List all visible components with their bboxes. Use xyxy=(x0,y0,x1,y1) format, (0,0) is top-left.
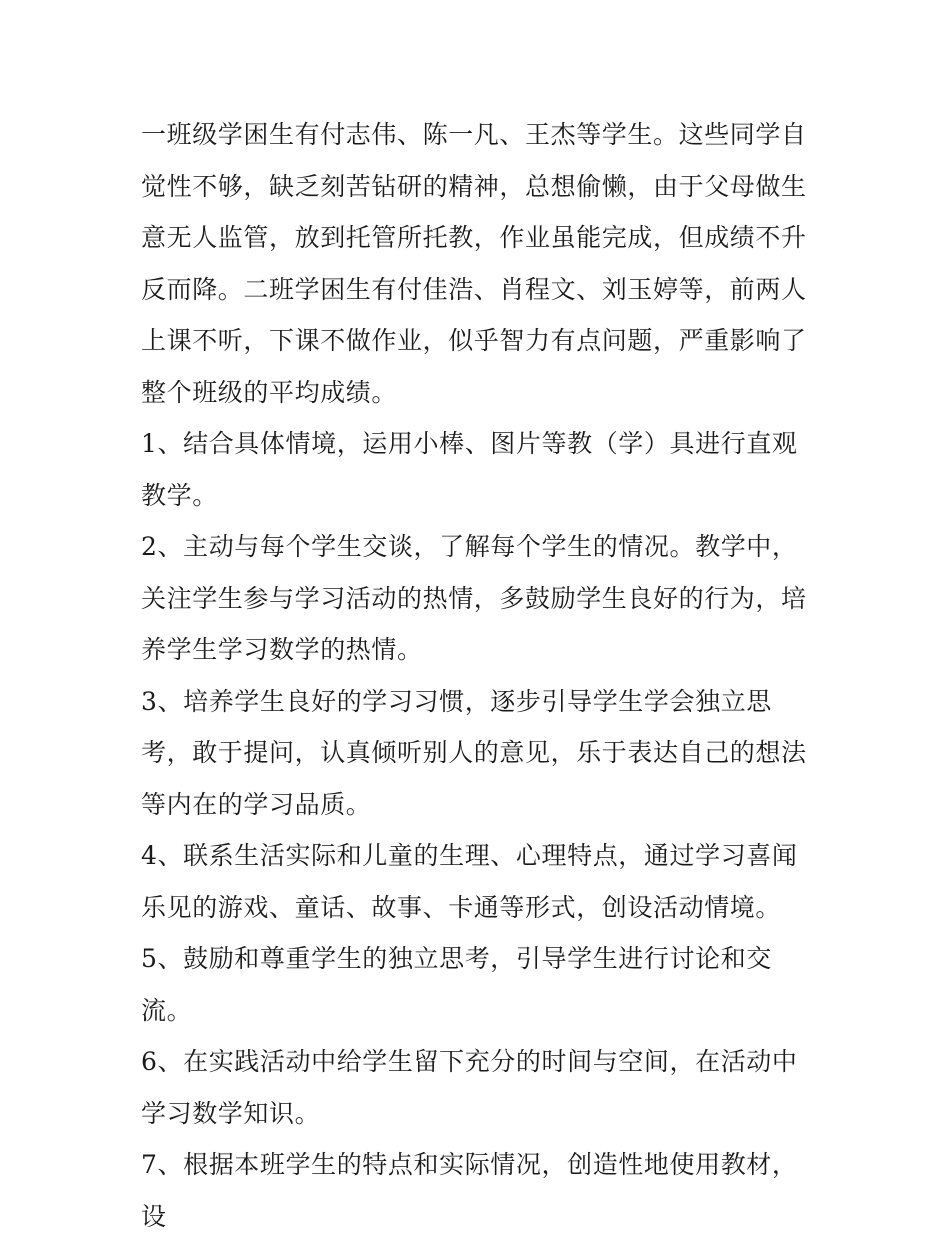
list-item-4: 4、联系生活实际和儿童的生理、心理特点，通过学习喜闻乐见的游戏、童话、故事、卡通等形式，创设活动情境。 xyxy=(141,841,798,922)
list-item-7: 7、根据本班学生的特点和实际情况，创造性地使用教材，设 xyxy=(141,1150,798,1231)
list-item-2: 2、主动与每个学生交谈，了解每个学生的情况。教学中，关注学生参与学习活动的热情，多鼓励学生良好的行为，培养学生学习数学的热情。 xyxy=(141,532,807,664)
list-item-1: 1、结合具体情境，运用小棒、图片等教（学）具进行直观教学。 xyxy=(141,429,798,510)
list-item-6: 6、在实践活动中给学生留下充分的时间与空间，在活动中学习数学知识。 xyxy=(141,1047,798,1128)
paragraph-intro: 一班级学困生有付志伟、陈一凡、王杰等学生。这些同学自觉性不够，缺乏刻苦钻研的精神，总想偷懒，由于父母做生意无人监管，放到托管所托教，作业虽能完成，但成绩不升反而降。二班学困生有付佳浩、肖程文、刘玉婷等，前两人上课不听，下课不做作业，似乎智力有点问题，严重影响了整个班级的平均成绩。 xyxy=(141,120,807,407)
list-item-5: 5、鼓励和尊重学生的独立思考，引导学生进行讨论和交流。 xyxy=(141,944,772,1025)
list-item-3: 3、培养学生良好的学习习惯，逐步引导学生学会独立思考，敢于提问，认真倾听别人的意见，乐于表达自己的想法等内在的学习品质。 xyxy=(141,686,807,819)
document-body xyxy=(141,109,821,1242)
